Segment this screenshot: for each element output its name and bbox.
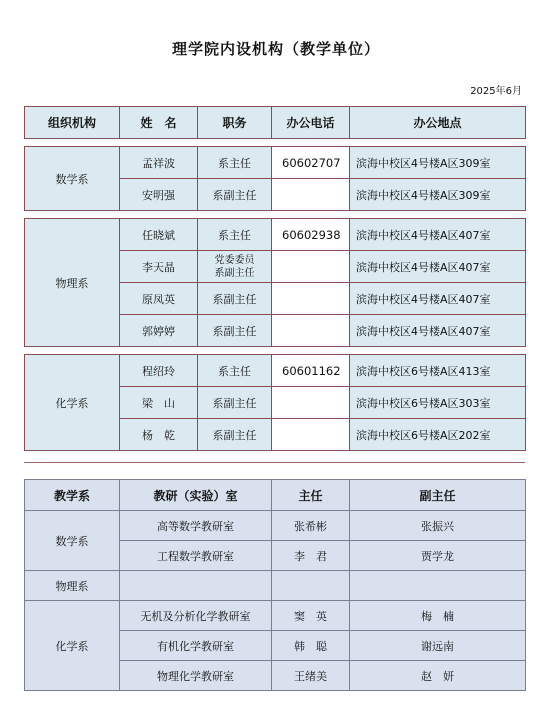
deputy-cell: 谢远南 bbox=[350, 631, 526, 661]
unit-cell: 物理系 bbox=[25, 219, 120, 347]
name-cell: 安明强 bbox=[120, 179, 198, 211]
phone-cell bbox=[272, 419, 350, 451]
office-cell bbox=[120, 571, 272, 601]
deputy-cell: 张振兴 bbox=[350, 511, 526, 541]
phone-cell bbox=[272, 387, 350, 419]
section-divider bbox=[24, 462, 525, 463]
location-cell: 滨海中校区4号楼A区407室 bbox=[350, 283, 526, 315]
header-name: 姓 名 bbox=[120, 107, 198, 139]
table-row bbox=[25, 355, 526, 387]
role-line: 系副主任 bbox=[214, 267, 255, 279]
role-cell: 系副主任 bbox=[198, 283, 272, 315]
role-cell: 系主任 bbox=[198, 355, 272, 387]
header-location: 办公地点 bbox=[350, 107, 526, 139]
name-cell: 原凤英 bbox=[120, 283, 198, 315]
deputy-cell bbox=[350, 571, 526, 601]
name-cell: 李天晶 bbox=[120, 251, 198, 283]
unit-cell: 数学系 bbox=[25, 147, 120, 211]
office-cell: 工程数学教研室 bbox=[120, 541, 272, 571]
header-phone: 办公电话 bbox=[272, 107, 350, 139]
unit-cell: 物理系 bbox=[25, 571, 120, 601]
header-dept: 教学系 bbox=[25, 480, 120, 511]
phone-cell: 60602938 bbox=[272, 219, 350, 251]
phone-cell: 60602707 bbox=[272, 147, 350, 179]
table-row bbox=[25, 511, 526, 541]
phone-cell bbox=[272, 283, 350, 315]
name-cell: 杨 乾 bbox=[120, 419, 198, 451]
role-cell: 系副主任 bbox=[198, 419, 272, 451]
unit-cell: 数学系 bbox=[25, 511, 120, 571]
table-row bbox=[25, 147, 526, 179]
phone-cell: 60601162 bbox=[272, 355, 350, 387]
office-cell: 物理化学教研室 bbox=[120, 661, 272, 691]
table-row bbox=[25, 601, 526, 631]
location-cell: 滨海中校区4号楼A区309室 bbox=[350, 147, 526, 179]
header-role: 职务 bbox=[198, 107, 272, 139]
name-cell: 程绍玲 bbox=[120, 355, 198, 387]
office-cell: 无机及分析化学教研室 bbox=[120, 601, 272, 631]
location-cell: 滨海中校区4号楼A区309室 bbox=[350, 179, 526, 211]
unit-cell: 化学系 bbox=[25, 601, 120, 691]
phone-cell bbox=[272, 251, 350, 283]
header-office: 教研（实验）室 bbox=[120, 480, 272, 511]
director-cell: 韩 聪 bbox=[272, 631, 350, 661]
table-row bbox=[25, 571, 526, 601]
location-cell: 滨海中校区6号楼A区303室 bbox=[350, 387, 526, 419]
name-cell: 郭婷婷 bbox=[120, 315, 198, 347]
deputy-cell: 赵 妍 bbox=[350, 661, 526, 691]
offices-table-header bbox=[25, 480, 526, 511]
role-cell: 系主任 bbox=[198, 219, 272, 251]
unit-cell: 化学系 bbox=[25, 355, 120, 451]
phone-cell bbox=[272, 179, 350, 211]
header-unit: 组织机构 bbox=[25, 107, 120, 139]
date-label: 2025年6月 bbox=[470, 86, 522, 97]
offices-table bbox=[24, 479, 526, 691]
location-cell: 滨海中校区4号楼A区407室 bbox=[350, 251, 526, 283]
office-cell: 高等数学教研室 bbox=[120, 511, 272, 541]
deputy-cell: 贾学龙 bbox=[350, 541, 526, 571]
table-row bbox=[25, 219, 526, 251]
role-cell: 系副主任 bbox=[198, 179, 272, 211]
director-cell bbox=[272, 571, 350, 601]
name-cell: 梁 山 bbox=[120, 387, 198, 419]
location-cell: 滨海中校区4号楼A区407室 bbox=[350, 315, 526, 347]
deputy-cell: 梅 楠 bbox=[350, 601, 526, 631]
location-cell: 滨海中校区6号楼A区202室 bbox=[350, 419, 526, 451]
director-cell: 李 君 bbox=[272, 541, 350, 571]
role-cell: 系副主任 bbox=[198, 387, 272, 419]
location-cell: 滨海中校区4号楼A区407室 bbox=[350, 219, 526, 251]
staff-table bbox=[24, 106, 526, 451]
page-title: 理学院内设机构（教学单位） bbox=[171, 40, 380, 58]
director-cell: 张希彬 bbox=[272, 511, 350, 541]
phone-cell bbox=[272, 315, 350, 347]
header-director: 主任 bbox=[272, 480, 350, 511]
name-cell: 任晓斌 bbox=[120, 219, 198, 251]
role-cell bbox=[198, 251, 272, 283]
role-cell: 系主任 bbox=[198, 147, 272, 179]
office-cell: 有机化学教研室 bbox=[120, 631, 272, 661]
location-cell: 滨海中校区6号楼A区413室 bbox=[350, 355, 526, 387]
staff-table-header bbox=[25, 107, 526, 139]
name-cell: 孟祥波 bbox=[120, 147, 198, 179]
header-deputy: 副主任 bbox=[350, 480, 526, 511]
role-cell: 系副主任 bbox=[198, 315, 272, 347]
director-cell: 窦 英 bbox=[272, 601, 350, 631]
director-cell: 王绪美 bbox=[272, 661, 350, 691]
role-line: 党委委员 bbox=[214, 254, 255, 266]
